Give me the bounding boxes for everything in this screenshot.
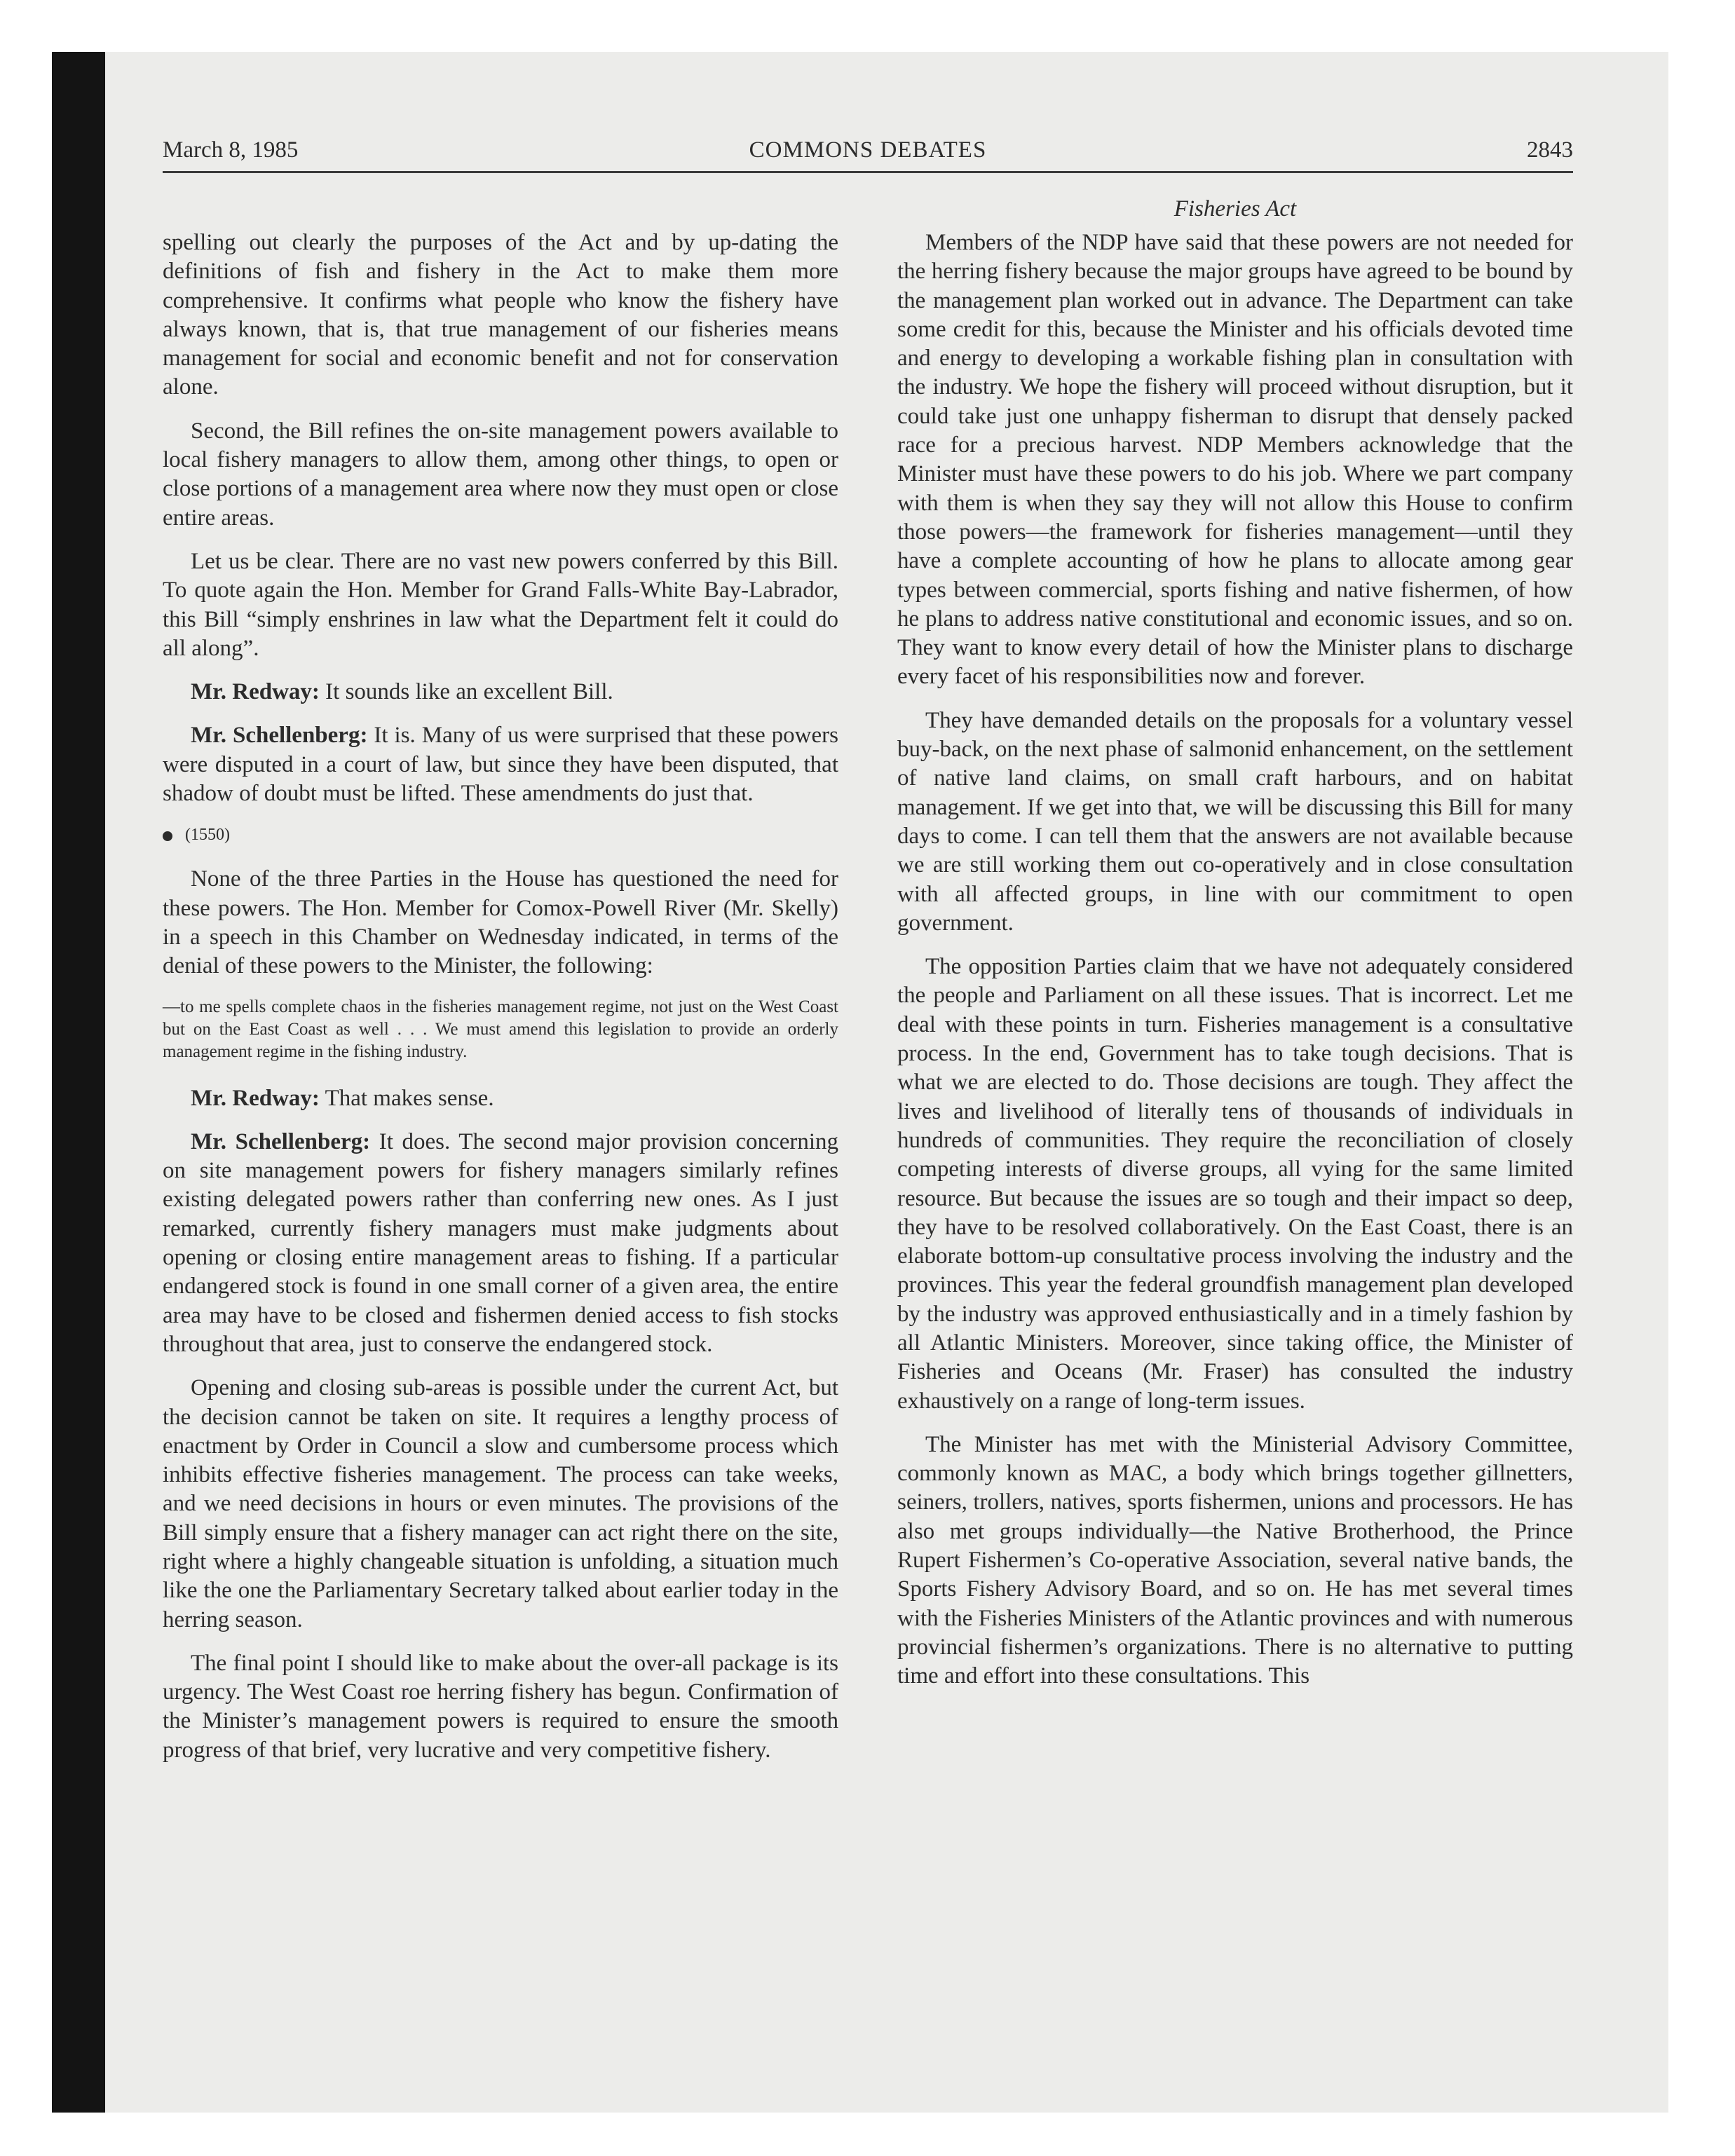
speech-redway [163,678,838,707]
page-number: 2843 [1527,137,1573,163]
header-title: COMMONS DEBATES [749,137,987,163]
speech-text: It sounds like an excellent Bill. [319,679,613,705]
paragraph: None of the three Parties in the House has questioned the need for these powers. The Hon. Member for Comox-Powell River (Mr. Skelly) in a speech in this Chamber on Wednesday indicated, in terms of the denial of these powers to the Minister, the following: [163,866,838,979]
paragraph: The final point I should like to make about the over-all package is its urgency. The West Coast roe herring fishery has begun. Confirmation of the Minister’s management powers is required to ensure the smooth progress of that brief, very lucrative and very competitive fishery. [163,1650,838,1763]
speech-text: It does. The second major provision concerning on site management powers for fishery managers similarly refines existing delegated powers rather than conferring new ones. As I just remarked, currently fishery managers must make judgments about opening or closing entire management areas to fishing. If a particular endangered stock is found in one small corner of a given area, the entire area may have to be closed and fishermen denied access to fish stocks throughout that area, just to conserve the endangered stock. [163,1128,838,1357]
speaker-name: Mr. Schellenberg: [191,723,368,749]
paragraph: Second, the Bill refines the on-site management powers available to local fishery managers to allow them, among other things, to open or close portions of a management area where now they must open or close entire areas. [163,418,838,531]
right-column [897,228,1573,1706]
paragraph: The Minister has met with the Ministerial Advisory Committee, commonly known as MAC, a body which brings together gillnetters, seiners, trollers, natives, sports fishermen, unions and processors. He has also met groups individually—the Native Brotherhood, the Prince Rupert Fishermen’s Co-operative Association, several native bands, the Sports Fishery Advisory Board, and so on. He has met several times with the Fisheries Ministers of the Atlantic provinces and with numerous provincial fishermen’s organizations. There is no alternative to putting time and effort into these consultations. This [897,1431,1573,1689]
speaker-name: Mr. Redway: [191,679,320,705]
speaker-name: Mr. Schellenberg: [191,1128,371,1154]
speech-text: It is. Many of us were surprised that these powers were disputed in a court of law, but since they have been disputed, that shadow of doubt must be lifted. These amendments do just that. [163,723,838,807]
left-column [163,228,838,1780]
paragraph: Let us be clear. There are no vast new powers conferred by this Bill. To quote again the Hon. Member for Grand Falls-White Bay-Labrador, this Bill “simply enshrines in law what the Department felt it could do all along”. [163,548,838,661]
speech-schellenberg [163,1128,838,1359]
speech-redway [163,1084,838,1113]
bullet-icon [163,831,172,841]
running-head: Fisheries Act [1173,196,1297,221]
speaker-name: Mr. Redway: [191,1085,320,1111]
speech-schellenberg [163,721,838,808]
header-date: March 8, 1985 [163,137,299,163]
paragraph: They have demanded details on the proposals for a voluntary vessel buy-back, on the next phase of salmonid enhancement, on the settlement of native land claims, on small craft harbours, and on habitat management. If we get into that, we will be discussing this Bill for many days to come. I can tell them that the answers are not available because we are still working them out co-operatively and in close consultation with all affected groups, in line with our commitment to open government. [897,707,1573,936]
paragraph: Opening and closing sub-areas is possible under the current Act, but the decision cannot be taken on site. It requires a lengthy process of enactment by Order in Council a slow and cumbersome process which inhibits effective fisheries management. The process can take weeks, and we need decisions in hours or even minutes. The provisions of the Bill simply ensure that a fishery manager can act right there on the site, right where a highly changeable situation is unfolding, a situation much like the one the Parliamentary Secretary talked about earlier today in the herring season. [163,1375,838,1632]
binding-edge [52,52,105,2113]
paragraph: spelling out clearly the purposes of the Act and by up-dating the definitions of fish and fishery in the Act to make them more comprehensive. It confirms what people who know the fishery have always known, that is, that true management of our fisheries means management for social and economic benefit and not for conservation alone. [163,230,838,400]
paragraph: Members of the NDP have said that these powers are not needed for the herring fishery because the major groups have agreed to be bound by the management plan worked out in advance. The Department can take some credit for this, because the Minister and his officials devoted time and energy to developing a workable fishing plan in consultation with the industry. We hope the fishery will proceed without disruption, but it could take just one unhappy fisherman to disrupt that densely packed race for a precious harvest. NDP Members acknowledge that the Minister must have these powers to do his job. Where we part company with them is when they say they will not allow this House to confirm those powers—the framework for fisheries management—until they have a complete accounting of how he plans to allocate among gear types between commercial, sports fishing and native fishermen, of how he plans to address native constitutional and economic issues, and so on. They want to know every detail of how the Minister plans to discharge every facet of his responsibilities now and forever. [897,230,1573,690]
speech-text: That makes sense. [319,1085,494,1111]
time-marker-text: (1550) [185,826,230,845]
page-header [163,135,1573,173]
time-marker [163,823,838,847]
block-quote: —to me spells complete chaos in the fisheries management regime, not just on the West Coast but on the East Coast as well . . . We must amend this legislation to provide an orderly management regime in the fishing industry. [163,997,838,1061]
paragraph: The opposition Parties claim that we have not adequately considered the people and Parliament on all these issues. That is incorrect. Let me deal with these points in turn. Fisheries management is a consultative process. In the end, Government has to take tough decisions. That is what we are elected to do. Those decisions are tough. They affect the lives and livelihood of literally tens of thousands of individuals in hundreds of communities. They require the reconciliation of closely competing interests of diverse groups, all vying for the same limited resource. But because the issues are so tough and their impact so deep, they have to be resolved collaboratively. On the East Coast, there is an elaborate bottom-up consultative process involving the industry and the provinces. This year the federal groundfish management plan developed by the industry was approved enthusiastically and in a timely fashion by all Atlantic Ministers. Moreover, since taking office, the Minister of Fisheries and Oceans (Mr. Fraser) has consulted the industry exhaustively on a range of long-term issues. [897,954,1573,1414]
